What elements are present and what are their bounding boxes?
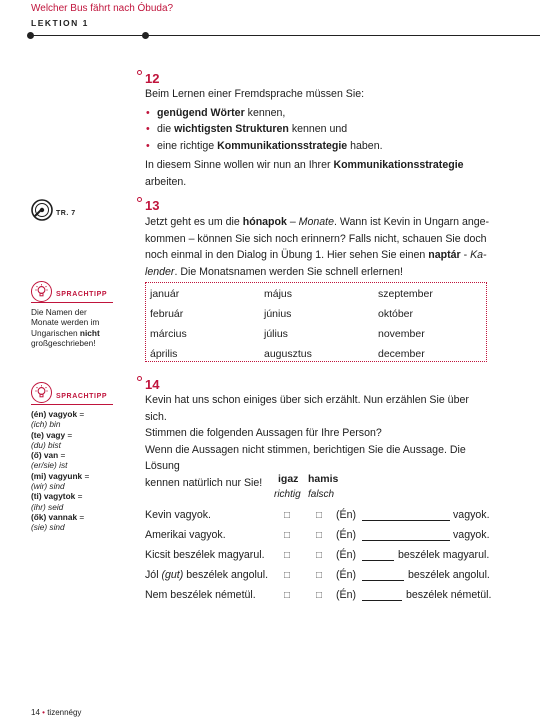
bullet-item: • eine richtige Kommunikationsstrategie haben. — [157, 138, 490, 155]
header-rule-dot-right — [142, 32, 149, 39]
month-cell: október — [378, 308, 414, 320]
exercise-12-bullets — [145, 105, 490, 155]
sprachtipp-line: (ihr) seid — [31, 501, 64, 512]
exercise-marker-icon — [137, 376, 142, 381]
answer-blank[interactable] — [362, 600, 402, 601]
sprachtipp-line: (sie) sind — [31, 522, 65, 533]
tip-rule — [31, 302, 113, 303]
bullet-item: • die wichtigsten Strukturen kennen und — [157, 121, 490, 138]
column-header-hamis: hamis — [308, 473, 339, 485]
lightbulb-icon — [31, 281, 52, 302]
statement-ending: vagyok. — [453, 509, 490, 521]
sprachtipp-line: (ti) vagytok = — [31, 491, 83, 502]
page-number: 14 — [31, 708, 40, 717]
sprachtipp-line: (du) bist — [31, 439, 61, 450]
exercise-12-number: 12 — [145, 71, 160, 86]
answer-blank[interactable] — [362, 540, 450, 541]
sprachtipp-line: (ich) bin — [31, 419, 61, 430]
month-cell: november — [378, 328, 425, 340]
exercise-14-number: 14 — [145, 377, 160, 392]
igaz-checkbox[interactable]: □ — [284, 550, 291, 561]
sprachtipp-line: (én) vagyok = — [31, 409, 85, 419]
statement-ending: beszélek magyarul. — [398, 549, 490, 561]
sprachtipp-text-1: Die Namen der Monate werden im Ungarischen nicht großgeschrieben! — [31, 307, 100, 348]
statement-ending: vagyok. — [453, 529, 490, 541]
answer-blank[interactable] — [362, 560, 394, 561]
lesson-label: LEKTION 1 — [31, 18, 89, 28]
statement-label: Jól (gut) beszélek angolul. — [145, 569, 269, 581]
header-rule — [30, 35, 540, 36]
month-cell: március — [150, 328, 187, 340]
month-cell: április — [150, 348, 178, 360]
igaz-checkbox[interactable]: □ — [284, 510, 291, 521]
igaz-checkbox[interactable]: □ — [284, 530, 291, 541]
hamis-checkbox[interactable]: □ — [316, 550, 323, 561]
page-number-word: tizennégy — [47, 708, 82, 717]
month-cell: december — [378, 348, 425, 360]
igaz-checkbox[interactable]: □ — [284, 570, 291, 581]
sprachtipp-line: (wir) sind — [31, 481, 65, 492]
sprachtipp-line: (ők) vannak = — [31, 511, 85, 522]
exercise-13-number: 13 — [145, 198, 160, 213]
tip-rule — [31, 404, 113, 405]
month-cell: június — [264, 308, 292, 320]
month-cell: május — [264, 288, 293, 300]
exercise-marker-icon — [137, 70, 142, 75]
month-table — [145, 282, 487, 362]
column-header-igaz: igaz — [278, 473, 299, 485]
sprachtipp-line: (er/sie) ist — [31, 460, 68, 471]
exercise-12-text — [145, 86, 490, 190]
exercise-12-intro: Beim Lernen einer Fremdsprache müssen Sie: — [145, 88, 365, 100]
header-rule-dot-left — [27, 32, 34, 39]
statement-label: Kicsit beszélek magyarul. — [145, 549, 265, 561]
statement-label: Nem beszélek németül. — [145, 589, 256, 601]
column-sub-falsch: falsch — [308, 489, 335, 500]
hamis-checkbox[interactable]: □ — [316, 590, 323, 601]
sprachtipp-label: SPRACHTIPP — [56, 291, 108, 298]
month-cell: augusztus — [264, 348, 312, 360]
sprachtipp-label: SPRACHTIPP — [56, 393, 108, 400]
statement-label: Kevin vagyok. — [145, 509, 211, 521]
igaz-checkbox[interactable]: □ — [284, 590, 291, 601]
month-cell: január — [150, 288, 180, 300]
sprachtipp-line: (ő) van = — [31, 450, 66, 461]
en-prefix: (Én) — [336, 569, 357, 581]
en-prefix: (Én) — [336, 589, 357, 601]
track-label: TR. 7 — [56, 210, 76, 217]
sprachtipp-line: (mi) vagyunk = — [31, 470, 90, 481]
en-prefix: (Én) — [336, 529, 357, 541]
month-cell: február — [150, 308, 184, 320]
column-sub-richtig: richtig — [274, 489, 301, 500]
month-cell: július — [264, 328, 288, 340]
statement-ending: beszélek angolul. — [408, 569, 490, 581]
month-cell: szeptember — [378, 288, 433, 300]
exercise-marker-icon — [137, 197, 142, 202]
sprachtipp-text-2 — [31, 409, 121, 533]
statement-ending: beszélek németül. — [406, 589, 492, 601]
cd-icon — [31, 199, 53, 226]
answer-blank[interactable] — [362, 520, 450, 521]
hamis-checkbox[interactable]: □ — [316, 570, 323, 581]
sprachtipp-line: (te) vagy = — [31, 429, 73, 440]
page-footer — [31, 708, 81, 717]
en-prefix: (Én) — [336, 509, 357, 521]
exercise-14-text: Kevin hat uns schon einiges über sich erzählt. Nun erzählen Sie über sich. Stimmen die folgenden Aussagen für Ihre Person? Wenn die Aussagen nicht stimmen, berichtigen Sie die Aussage. Die Lösung kennen natürlich nur Sie! — [145, 394, 469, 489]
statement-label: Amerikai vagyok. — [145, 529, 226, 541]
running-title: Welcher Bus fährt nach Óbuda? — [31, 3, 174, 14]
footer-separator: • — [42, 708, 45, 717]
bullet-item: • genügend Wörter kennen, — [157, 105, 490, 122]
en-prefix: (Én) — [336, 549, 357, 561]
lightbulb-icon — [31, 382, 52, 403]
hamis-checkbox[interactable]: □ — [316, 510, 323, 521]
hamis-checkbox[interactable]: □ — [316, 530, 323, 541]
exercise-13-text: Jetzt geht es um die hónapok – Monate. Wann ist Kevin in Ungarn ange- kommen – können Sie sich noch erinnern? Falls nicht, schauen Sie doch noch einmal in den Dialog in Übung 1. Hier sehen Sie einen naptár - Ka- lender. Die Monatsnamen werden Sie schnell erlernen! — [145, 216, 490, 278]
exercise-12-outro: In diesem Sinne wollen wir nun an Ihrer Kommunikationsstrategie arbeiten. — [145, 159, 464, 188]
answer-blank[interactable] — [362, 580, 404, 581]
